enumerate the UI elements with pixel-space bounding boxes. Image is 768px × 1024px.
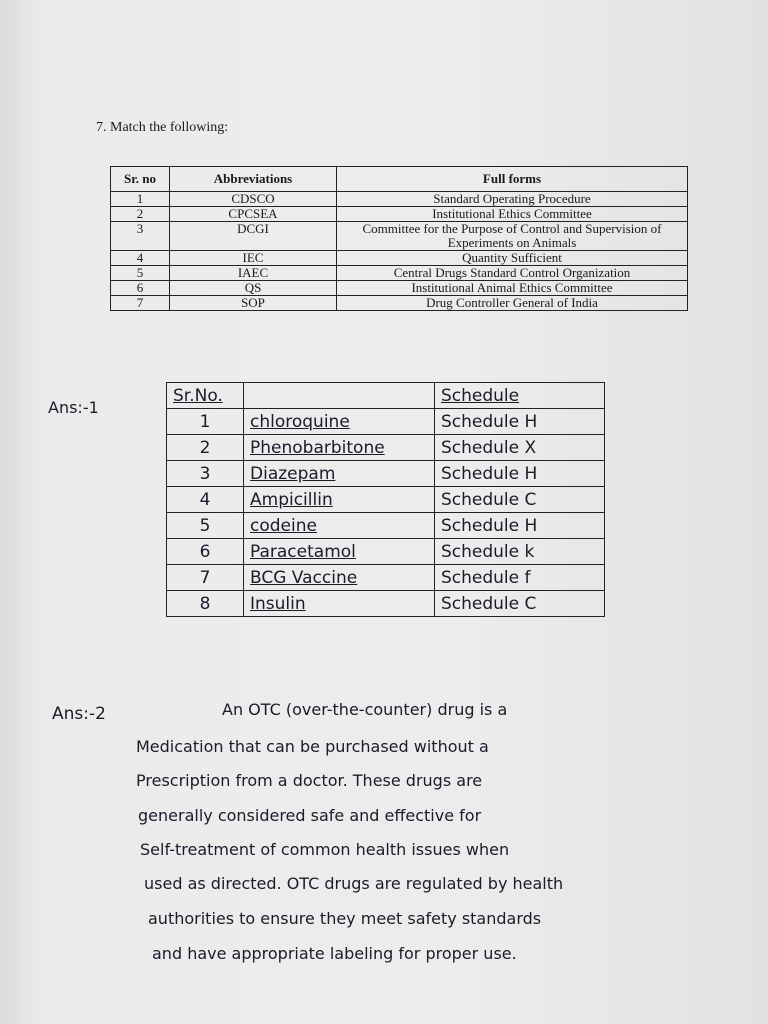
header-abbreviations: Abbreviations xyxy=(170,167,337,192)
row-sr: 2 xyxy=(167,435,244,461)
row-sr: 7 xyxy=(167,565,244,591)
header-sr-no: Sr.No. xyxy=(167,383,244,409)
row-sr: 1 xyxy=(167,409,244,435)
row-abbr: CPCSEA xyxy=(170,207,337,222)
match-table-header xyxy=(111,167,688,192)
row-abbr: SOP xyxy=(170,296,337,311)
header-full-forms: Full forms xyxy=(337,167,688,192)
answer2-line: An OTC (over-the-counter) drug is a xyxy=(222,700,508,719)
row-sr: 5 xyxy=(111,266,170,281)
table-row xyxy=(111,281,688,296)
row-drug: Insulin xyxy=(244,591,435,617)
answer2-line: and have appropriate labeling for proper use. xyxy=(152,944,517,963)
answer2-line: used as directed. OTC drugs are regulated by health xyxy=(144,874,564,893)
row-drug: BCG Vaccine xyxy=(244,565,435,591)
row-sr: 6 xyxy=(111,281,170,296)
row-full: Institutional Animal Ethics Committee xyxy=(337,281,688,296)
table-row xyxy=(167,487,605,513)
answer2-label: Ans:-2 xyxy=(52,704,106,724)
answer2-line: Medication that can be purchased without a xyxy=(136,737,489,756)
row-drug: Paracetamol xyxy=(244,539,435,565)
table-row xyxy=(167,461,605,487)
row-sr: 5 xyxy=(167,513,244,539)
row-full: Central Drugs Standard Control Organization xyxy=(337,266,688,281)
table-row xyxy=(111,207,688,222)
schedule-table-header xyxy=(167,383,605,409)
row-drug: Ampicillin xyxy=(244,487,435,513)
table-row xyxy=(167,409,605,435)
header-schedule: Schedule xyxy=(435,383,605,409)
row-sr: 4 xyxy=(167,487,244,513)
row-schedule: Schedule H xyxy=(435,513,605,539)
row-abbr: IEC xyxy=(170,251,337,266)
row-drug: chloroquine xyxy=(244,409,435,435)
answer2-line: generally considered safe and effective for xyxy=(138,806,482,825)
row-sr: 8 xyxy=(167,591,244,617)
answer1-label: Ans:-1 xyxy=(48,398,99,417)
header-sr-no: Sr. no xyxy=(111,167,170,192)
row-abbr: CDSCO xyxy=(170,192,337,207)
row-sr: 3 xyxy=(111,222,170,251)
row-full: Institutional Ethics Committee xyxy=(337,207,688,222)
row-schedule: Schedule C xyxy=(435,591,605,617)
row-full: Standard Operating Procedure xyxy=(337,192,688,207)
row-schedule: Schedule X xyxy=(435,435,605,461)
table-row xyxy=(167,591,605,617)
row-full: Drug Controller General of India xyxy=(337,296,688,311)
answer2-line: Self-treatment of common health issues when xyxy=(140,840,510,859)
table-row xyxy=(111,251,688,266)
header-drug xyxy=(244,383,435,409)
table-row xyxy=(167,565,605,591)
row-drug: codeine xyxy=(244,513,435,539)
row-abbr: IAEC xyxy=(170,266,337,281)
table-row xyxy=(111,266,688,281)
table-row xyxy=(111,192,688,207)
row-schedule: Schedule k xyxy=(435,539,605,565)
row-sr: 7 xyxy=(111,296,170,311)
answer2-line: authorities to ensure they meet safety standards xyxy=(148,909,542,928)
row-schedule: Schedule H xyxy=(435,461,605,487)
row-schedule: Schedule f xyxy=(435,565,605,591)
match-table xyxy=(110,166,688,311)
row-abbr: DCGI xyxy=(170,222,337,251)
row-schedule: Schedule H xyxy=(435,409,605,435)
row-sr: 2 xyxy=(111,207,170,222)
table-row xyxy=(111,222,688,251)
question-text: 7. Match the following: xyxy=(96,120,229,135)
row-sr: 4 xyxy=(111,251,170,266)
row-schedule: Schedule C xyxy=(435,487,605,513)
table-row xyxy=(167,435,605,461)
row-sr: 6 xyxy=(167,539,244,565)
table-row xyxy=(111,296,688,311)
row-sr: 3 xyxy=(167,461,244,487)
row-abbr: QS xyxy=(170,281,337,296)
answer2-line: Prescription from a doctor. These drugs are xyxy=(136,771,483,790)
table-row xyxy=(167,539,605,565)
schedule-table xyxy=(166,382,605,617)
row-full: Committee for the Purpose of Control and Supervision of Experiments on Animals xyxy=(337,222,688,251)
table-row xyxy=(167,513,605,539)
row-drug: Diazepam xyxy=(244,461,435,487)
row-full: Quantity Sufficient xyxy=(337,251,688,266)
row-sr: 1 xyxy=(111,192,170,207)
row-drug: Phenobarbitone xyxy=(244,435,435,461)
